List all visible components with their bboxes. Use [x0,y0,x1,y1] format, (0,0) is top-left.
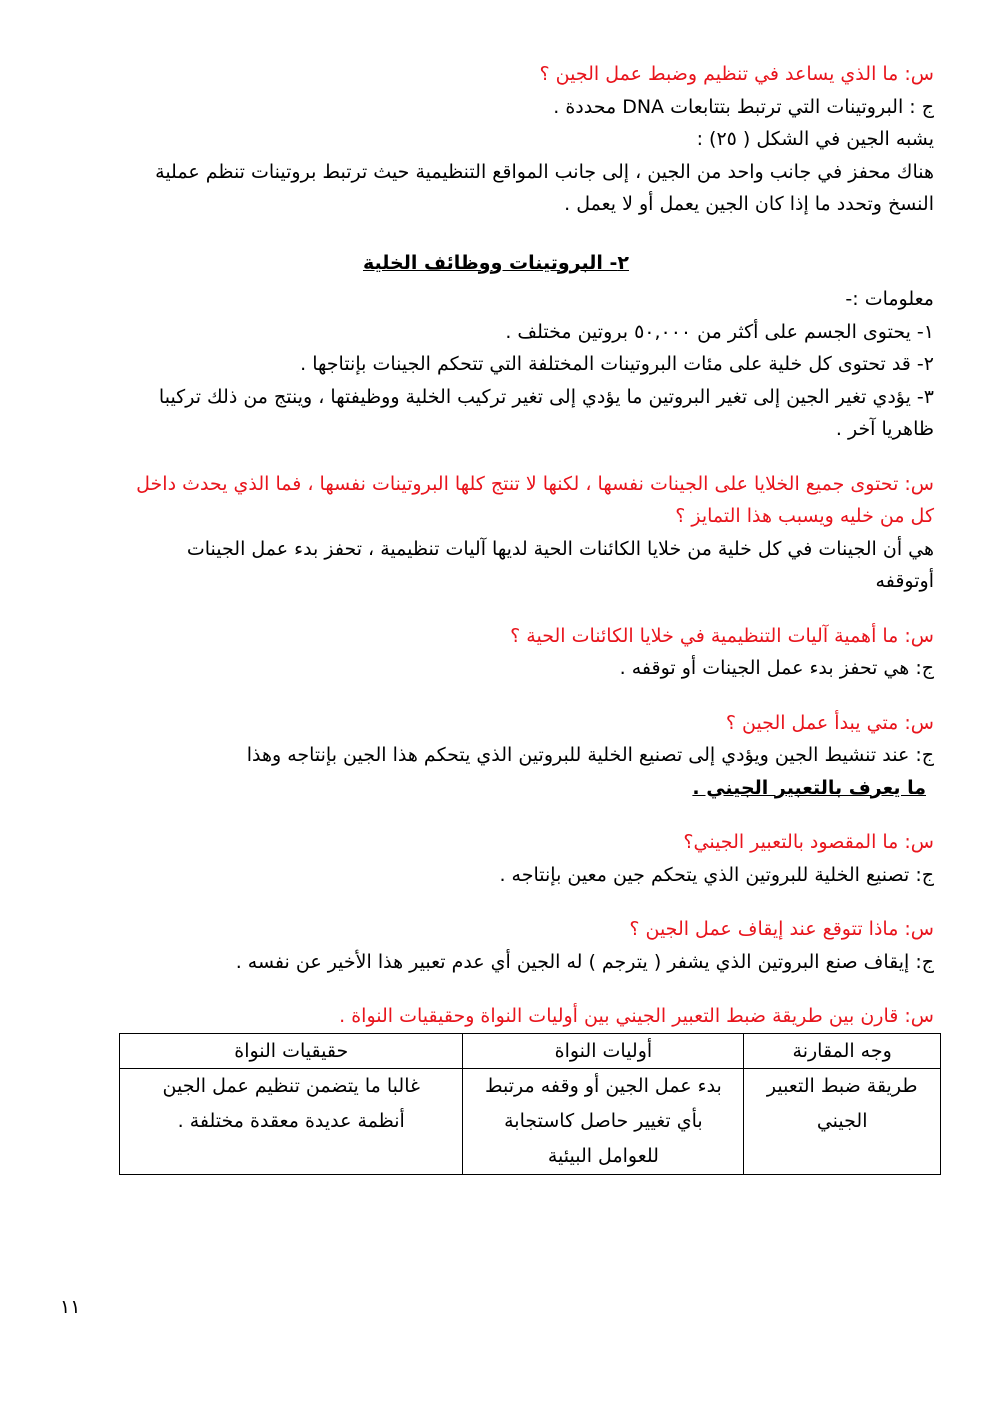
page-number: ١١ [60,1296,81,1318]
table-cell-aspect [744,1068,941,1174]
table-cell-prokaryotes [463,1068,744,1174]
answer-gene-stop: ج: إيقاف صنع البروتين الذي يشفر ( يترجم ) له الجين أي عدم تعبير هذا الأخير عن نفسه . [235,950,934,973]
answer-cell-differentiation-line-2: أوتوقفه [875,570,934,592]
question-gene-regulation: س: ما الذي يساعد في تنظيم وضبط عمل الجين ؟ [539,63,934,85]
info-point-2: ٢- قد تحتوى كل خلية على مئات البروتينات المختلفة التي تتحكم الجينات بإنتاجها . [300,353,934,375]
answer-gene-expression-meaning: ج: تصنيع الخلية للبروتين الذي يتحكم جين معين بإنتاجه . [499,863,934,886]
question-cell-differentiation-line-2: كل من خليه ويسبب هذا التمايز ؟ [675,505,934,527]
answer-regulatory-mechanisms: ج: هي تحفز بدء عمل الجينات أو توقفه . [619,657,934,679]
info-title: معلومات :- [845,288,934,310]
cell-line: بدء عمل الجين أو وقفه مرتبط [484,1074,722,1097]
comparison-table [119,1033,941,1175]
cell-line: بأي تغيير حاصل كاستجابة [504,1109,703,1132]
question-gene-expression-meaning: س: ما المقصود بالتعبير الجيني؟ [683,831,934,853]
question-cell-differentiation-line-1: س: تحتوى جميع الخلايا على الجينات نفسها ، لكنها لا تنتج كلها البروتينات نفسها ، فما الذي يحدث داخل [136,472,934,495]
table-header-row [120,1033,941,1068]
cell-line: أنظمة عديدة معقدة مختلفة . [177,1109,405,1132]
answer-gene-regulation: ج : البروتينات التي ترتبط بتتابعات DNA محددة . [553,95,934,118]
table-header-aspect: وجه المقارنة [744,1033,941,1068]
document-page [58,58,934,1175]
cell-line: للعوامل البيئية [547,1144,659,1167]
gene-expression-term: ما يعرف بالتعبير الجيني . [692,776,926,799]
table-cell-eukaryotes [120,1068,463,1174]
table-row [120,1068,941,1174]
cell-line: الجيني [816,1109,868,1132]
answer-gene-start: ج: عند تنشيط الجين ويؤدي إلى تصنيع الخلية للبروتين الذي يتحكم هذا الجين بإنتاجه وهذا [246,744,934,766]
gene-description-line-1: هناك محفز في جانب واحد من الجين ، إلى جانب المواقع التنظيمية حيث ترتبط بروتينات تنظم عملية [155,160,934,183]
cell-line: طريقة ضبط التعبير [766,1074,918,1097]
table-header-prokaryotes: أوليات النواة [463,1033,744,1068]
info-point-3-continued: ظاهريا آخر . [835,418,934,440]
question-gene-start: س: متي يبدأ عمل الجين ؟ [725,711,934,734]
info-point-1: ١- يحتوى الجسم على أكثر من ٥٠,٠٠٠ بروتين مختلف . [505,320,934,343]
table-header-eukaryotes: حقيقيات النواة [120,1033,463,1068]
gene-description-line-2: النسخ وتحدد ما إذا كان الجين يعمل أو لا يعمل . [564,193,934,215]
question-regulatory-mechanisms: س: ما أهمية آليات التنظيمية في خلايا الكائنات الحية ؟ [510,624,934,647]
answer-cell-differentiation-line-1: هي أن الجينات في كل خلية من خلايا الكائنات الحية لديها آليات تنظيمية ، تحفز بدء عمل الجينات [186,537,934,560]
question-comparison: س: قارن بين طريقة ضبط التعبير الجيني بين أوليات النواة وحقيقيات النواة . [339,1005,934,1027]
info-point-3: ٣- يؤدي تغير الجين إلى تغير البروتين ما يؤدي إلى تغير تركيب الخلية ووظيفتها ، وينتج من ذلك تركيبا [158,385,934,408]
section-heading-proteins: ٢- البروتينات ووظائف الخلية [362,251,630,274]
cell-line: غالبا ما يتضمن تنظيم عمل الجين [162,1074,420,1097]
gene-shape-note: يشبه الجين في الشكل ( ٢٥) : [696,128,934,150]
question-gene-stop: س: ماذا تتوقع عند إيقاف عمل الجين ؟ [629,918,934,940]
